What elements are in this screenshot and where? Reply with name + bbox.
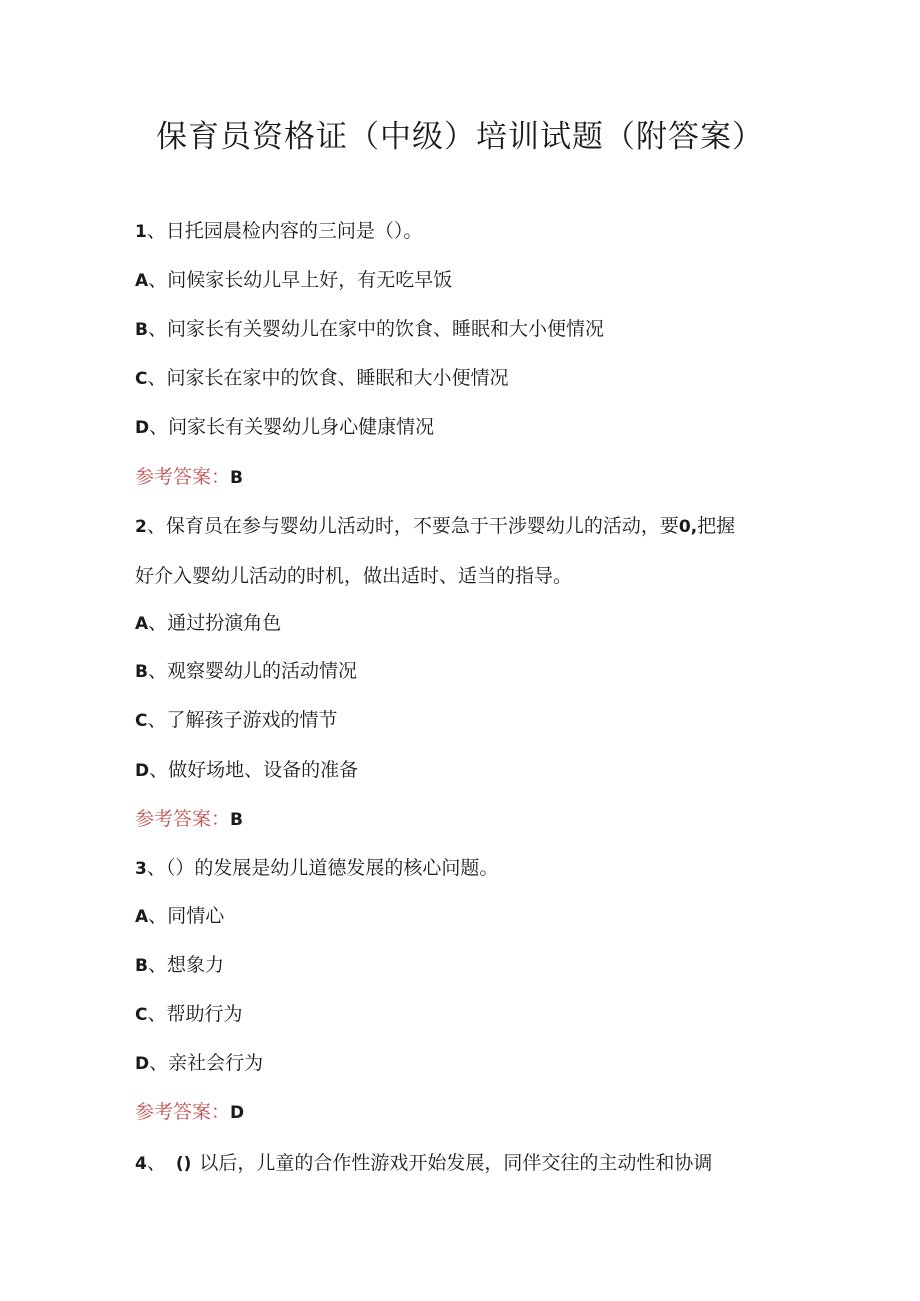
option-text: 帮助行为 [166,1003,243,1025]
option-separator: 、 [149,416,169,438]
question-2 [135,511,735,542]
question-separator: 、 [146,220,166,242]
option-separator: 、 [147,954,167,976]
question-3 [135,853,498,884]
q3-option-a [135,901,224,932]
q2-option-c [135,705,338,736]
option-separator: 、 [147,1003,167,1025]
question-1 [135,216,422,247]
q3-option-d [135,1048,263,1079]
question-text: 日托园晨检内容的三问是（）。 [165,220,423,242]
option-separator: 、 [149,759,169,781]
question-2-line-2 [135,561,572,591]
q1-option-b [135,314,604,345]
option-text: 问家长有关婴幼儿在家中的饮食、睡眠和大小便情况 [166,318,604,340]
question-blank-paren: () [175,1154,192,1174]
answer-label: 参考答案： [135,808,231,830]
option-text: 问候家长幼儿早上好，有无吃早饭 [167,269,453,291]
q3-answer [135,1097,244,1128]
q2-option-b [135,656,357,687]
option-separator: 、 [147,660,167,682]
option-text: 亲社会行为 [168,1052,264,1074]
option-text: 通过扮演角色 [167,612,282,634]
option-text: 问家长在家中的饮食、睡眠和大小便情况 [166,367,509,389]
question-separator: 、 [146,1152,166,1174]
option-letter: C [135,1005,148,1025]
option-text: 观察婴幼儿的活动情况 [166,660,357,682]
option-separator: 、 [147,367,167,389]
option-separator: 、 [147,709,167,731]
option-letter: D [135,761,150,781]
option-separator: 、 [148,612,168,634]
option-text: 了解孩子游戏的情节 [166,709,338,731]
option-letter: C [135,369,148,389]
q2-answer [135,804,243,835]
answer-value: B [230,810,243,830]
option-letter: A [135,614,149,634]
question-text: 以后，儿童的合作性游戏开始发展，同伴交往的主动性和协调 [199,1152,713,1174]
option-separator: 、 [147,318,167,340]
option-letter: D [135,1054,150,1074]
option-text: 做好场地、设备的准备 [168,759,359,781]
option-letter: B [135,662,148,682]
q1-option-a [135,265,452,296]
option-letter: B [135,956,148,976]
question-number: 4 [135,1154,147,1174]
document-title: 保育员资格证（中级）培训试题（附答案） [156,119,764,155]
question-separator: 、 [146,515,166,537]
question-number: 3 [135,859,147,879]
option-separator: 、 [148,269,168,291]
q1-answer [135,462,243,493]
question-text: （）的发展是幼儿道德发展的核心问题。 [165,857,499,879]
question-text-cont: 把握 [697,515,736,537]
option-letter: A [135,907,149,927]
q1-option-d [135,412,434,443]
option-letter: B [135,320,148,340]
answer-value: B [230,468,243,488]
answer-label: 参考答案： [135,1101,231,1123]
question-text: 好介入婴幼儿活动的时机，做出适时、适当的指导。 [135,565,573,587]
option-separator: 、 [148,905,168,927]
option-letter: A [135,271,149,291]
question-blank-mark: 0, [678,517,698,537]
question-text: 保育员在参与婴幼儿活动时，不要急于干涉婴幼儿的活动，要 [165,515,679,537]
option-text: 同情心 [167,905,225,927]
q2-option-a [135,608,281,639]
question-number: 1 [135,222,147,242]
option-text: 想象力 [166,954,224,976]
question-4 [135,1148,712,1179]
option-letter: C [135,711,148,731]
q1-option-c [135,363,509,394]
answer-label: 参考答案： [135,466,231,488]
answer-value: D [230,1103,245,1123]
q3-option-c [135,999,243,1030]
question-separator: 、 [146,857,166,879]
q3-option-b [135,950,224,981]
option-text: 问家长有关婴幼儿身心健康情况 [168,416,435,438]
q2-option-d [135,755,358,786]
option-separator: 、 [149,1052,169,1074]
option-letter: D [135,418,150,438]
question-number: 2 [135,517,147,537]
